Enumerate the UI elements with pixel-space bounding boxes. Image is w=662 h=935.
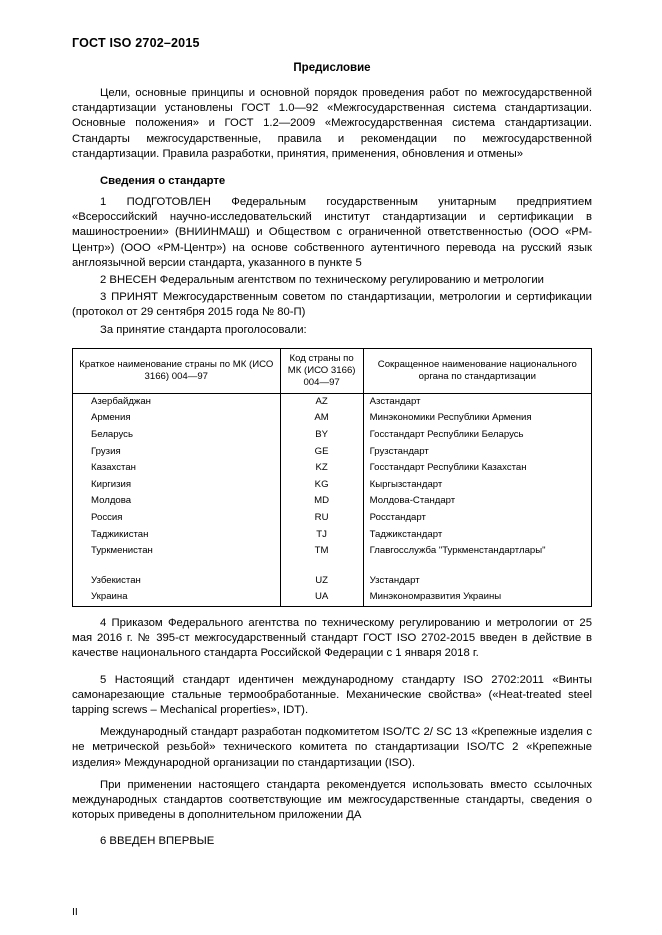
countries-table — [72, 348, 592, 607]
cell-org: Грузстандарт — [363, 444, 591, 461]
cell-country: Узбекистан — [73, 573, 281, 590]
cell-gap — [280, 560, 363, 573]
item-5: 5 Настоящий стандарт идентичен международному стандарту ISO 2702:2011 «Винты самонарезающие стальные термообработанные. Механические свойства» («Heat-treated steel tapping screws – Mechanical properties», IDT). — [72, 673, 592, 716]
cell-org: Таджикстандарт — [363, 527, 591, 544]
table-row — [73, 393, 592, 410]
table-row — [73, 427, 592, 444]
item-5-note: При применении настоящего стандарта рекомендуется использовать вместо ссылочных международных стандартов соответствующие им межгосударственные стандарты, сведения о которых приведены в дополнительном приложении ДА — [72, 778, 592, 822]
table-row — [73, 527, 592, 544]
cell-org: Госстандарт Республики Казахстан — [363, 460, 591, 477]
cell-code: AZ — [280, 393, 363, 410]
cell-country: Туркменистан — [73, 543, 281, 560]
cell-code: UZ — [280, 573, 363, 590]
table-header-org: Сокращенное наименование национального органа по стандартизации — [363, 348, 591, 393]
cell-org: Росстандарт — [363, 510, 591, 527]
table-row — [73, 477, 592, 494]
item-1: 1 ПОДГОТОВЛЕН Федеральным государственным унитарным предприятием «Всероссийский научно-исследовательский институт стандартизации и сертификации в машиностроении» (ВНИИНМАШ) и Обществом с ограниченной ответственностью (ООО «РМ-Центр») (ООО «РМ-Центр») на основе собственного аутентичного перевода на русский язык англоязычной версии стандарта, указанного в пункте 5 — [72, 196, 592, 269]
table-row — [73, 460, 592, 477]
cell-code: KG — [280, 477, 363, 494]
item-5-sub: Международный стандарт разработан подкомитетом ISO/TC 2/ SC 13 «Крепежные изделия с не метрической резьбой» технического комитета по стандартизации ISO/TC 2 «Крепежные изделия» Международной организации по стандартизации (ISO). — [72, 726, 592, 769]
cell-country: Украина — [73, 589, 281, 606]
cell-code: GE — [280, 444, 363, 461]
table-gap-row — [73, 560, 592, 573]
cell-code: AM — [280, 410, 363, 427]
standard-info-title: Сведения о стандарте — [100, 175, 226, 188]
item-4: 4 Приказом Федерального агентства по техническому регулированию и метрологии от 25 мая 2016 г. № 395-ст межгосударственный стандарт ГОСТ ISO 2702-2015 введен в действие в качестве национального стандарта Российской Федерации с 1 января 2018 г. — [72, 616, 592, 660]
foreword-paragraph: Цели, основные принципы и основной порядок проведения работ по межгосударственной стандартизации установлены ГОСТ 1.0—92 «Межгосударственная система стандартизации. Основные положения» и ГОСТ 1.2—2009 «Межгосударственная система стандартизации. Стандарты межгосударственные, правила и рекомендации по межгосударственной стандартизации. Правила разработки, принятия, применения, обновления и отмены» — [72, 87, 592, 160]
table-header-row — [73, 348, 592, 393]
cell-code: TM — [280, 543, 363, 560]
table-row — [73, 573, 592, 590]
table-row — [73, 510, 592, 527]
cell-org: Госстандарт Республики Беларусь — [363, 427, 591, 444]
table-row — [73, 589, 592, 606]
document-content — [72, 62, 592, 852]
item-6: 6 ВВЕДЕН ВПЕРВЫЕ — [100, 835, 215, 848]
cell-country: Казахстан — [73, 460, 281, 477]
cell-org: Азстандарт — [363, 393, 591, 410]
cell-code: BY — [280, 427, 363, 444]
cell-org: Минэкономики Республики Армения — [363, 410, 591, 427]
cell-org: Кыргызстандарт — [363, 477, 591, 494]
page-number: II — [72, 906, 78, 918]
cell-org: Главгосслужба "Туркменстандартлары" — [363, 543, 591, 560]
cell-code: RU — [280, 510, 363, 527]
table-header-code: Код страны по МК (ИСО 3166) 004—97 — [280, 348, 363, 393]
cell-country: Киргизия — [73, 477, 281, 494]
cell-code: MD — [280, 493, 363, 510]
table-row — [73, 444, 592, 461]
cell-code: UA — [280, 589, 363, 606]
cell-org: Узстандарт — [363, 573, 591, 590]
cell-country: Таджикистан — [73, 527, 281, 544]
cell-org: Молдова-Стандарт — [363, 493, 591, 510]
table-row — [73, 493, 592, 510]
cell-country: Россия — [73, 510, 281, 527]
cell-org: Минэкономразвития Украины — [363, 589, 591, 606]
table-row — [73, 410, 592, 427]
cell-country: Молдова — [73, 493, 281, 510]
cell-code: TJ — [280, 527, 363, 544]
item-3: 3 ПРИНЯТ Межгосударственным советом по стандартизации, метрологии и сертификации (протокол от 29 сентября 2015 года № 80-П) — [72, 291, 592, 319]
cell-country: Грузия — [73, 444, 281, 461]
table-header-country: Краткое наименование страны по МК (ИСО 3166) 004—97 — [73, 348, 281, 393]
foreword-title: Предисловие — [293, 62, 371, 74]
table-row — [73, 543, 592, 560]
cell-country: Беларусь — [73, 427, 281, 444]
cell-code: KZ — [280, 460, 363, 477]
vote-intro: За принятие стандарта проголосовали: — [100, 323, 307, 336]
cell-gap — [73, 560, 281, 573]
cell-gap — [363, 560, 591, 573]
cell-country: Армения — [73, 410, 281, 427]
document-header: ГОСТ ISO 2702–2015 — [72, 36, 200, 50]
cell-country: Азербайджан — [73, 393, 281, 410]
item-2: 2 ВНЕСЕН Федеральным агентством по техническому регулированию и метрологии — [100, 274, 544, 287]
